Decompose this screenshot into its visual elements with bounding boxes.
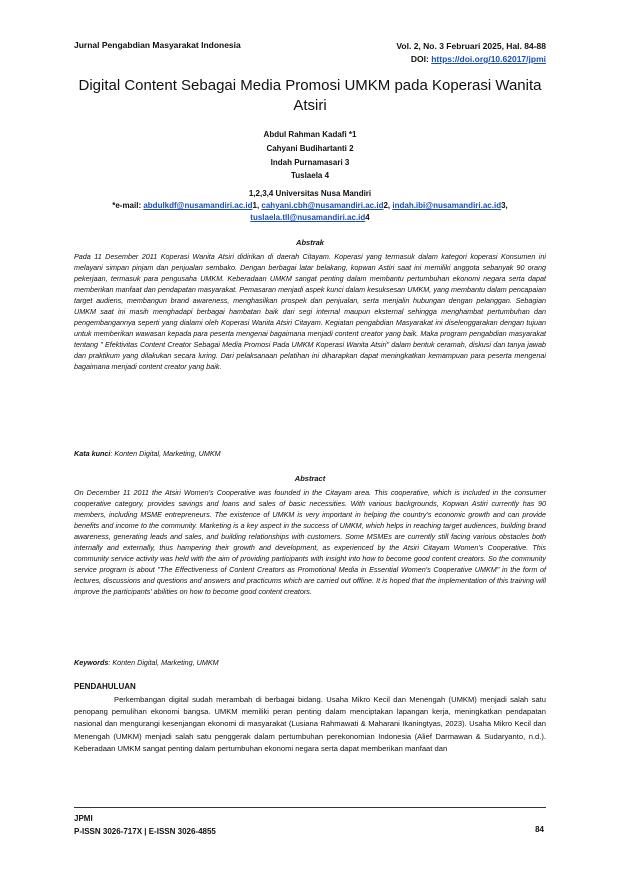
author-name: Indah Purnamasari 3	[270, 157, 350, 167]
author-name: Tuslaela 4	[290, 171, 330, 181]
email-sep: 4	[365, 213, 370, 222]
paper-title: Digital Content Sebagai Media Promosi UMKM pada Koperasi Wanita Atsiri	[78, 77, 542, 114]
abstrak-text: Pada 11 Desember 2011 Koperasi Wanita Atsiri didirikan di daerah Citayam. Koperasi yang termasuk dalam kategori koperasi Konsumen ini melayani simpan pinjam dan penjualan sembako. Dengan berbagai latar belakang, kopwan Astiri saat ini memiliki anggota sebanyak 90 orang pekerjaan, termasuk para pengusaha UMKM. Keberadaan UMKM sangat penting dalam membantu pertumbuhan ekonomi negara serta dapat memberikan manfaat dan pendapatan masyarakat. Pemasaran menjadi aspek kunci dalam kesuksesan UMKM, yang membantu dalam pencapaian target audiens, membangun brand awareness, menghasilkan prospek dan penjualan, serta menjalin hubungan dengan pelanggan. Sebagian UMKM saat ini masih menghadapi berbagai hambatan baik dari segi internal maupun eksternal sehingga menghambat pertumbuhan dan pengembangannya seperti yang dialami oleh Koperasi Wanita Atsiri Citayam. Kegiatan pengabdian Masyarakat ini diselenggarakan dengan tujuan untuk memberikan wawasan kepada para peserta mengenai bagaimana menjadi content creator yang baik. Maka program pengabdian masyarakat tentang " Efektivitas Content Creator Sebagai Media Promosi Pada UMKM Koperasi Wanita Atsiri" dalam bentuk ceramah, diskusi dan tanya jawab dan praktikum yang dilakukan secara luring. Dari pelaksanaan pelatihan ini diharapkan dapat meningkatkan kemampuan para peserta mengenai bagaimana menjadi content creator yang baik.	[74, 252, 546, 371]
email-line-2	[74, 212, 546, 224]
issue-info	[396, 40, 546, 66]
kata-kunci-values: : Konten Digital, Marketing, UMKM	[110, 449, 221, 458]
email-link-4[interactable]: tuslaela.tll@nusamandiri.ac.id	[250, 213, 366, 222]
kata-kunci	[74, 449, 546, 458]
email-link-3[interactable]: indah.ibi@nusamandiri.ac.id	[392, 201, 502, 210]
page-number: 84	[535, 825, 544, 834]
section-heading: PENDAHULUAN	[74, 682, 136, 691]
abstract-text: On December 11 2011 the Atsiri Women's Cooperative was founded in the Citayam area. This cooperative, which is included in the consumer cooperative category, provides savings and loans and sales of basic necessities. With various backgrounds, Kopwan Astiri currently has 90 members, including MSME entrepreneurs. The existence of UMKM is very important in helping the country's economic growth and can provide benefits and income to the community. Marketing is a key aspect in the success of UMKM, which helps in reaching target audiences, building brand awareness, generating leads and sales, and building relationships with customers. Some MSMEs are currently still facing various obstacles both internally and externally, thus hampering their growth and development, as experienced by the Atsiri Citayam Women's Cooperative. This community service activity was held with the aim of providing participants with insight into how to become good content creators. So the community service program is about "The Effectiveness of Content Creators as Promotional Media in Essential Women's Cooperative UMKM" in the form of lectures, discussions and questions and answers and practicums which are carried out offline. It is hoped that the implementation of this training will improve the participants' abilities on how to become good content creators.	[74, 488, 546, 596]
email-line	[74, 200, 546, 212]
affiliation	[74, 188, 546, 224]
doi-line	[396, 53, 546, 66]
introduction-text: Perkembangan digital sudah merambah di berbagai bidang. Usaha Mikro Kecil dan Menengah (UMKM) menjadi salah satu penopang pemulihan ekonomi bangsa. UMKM memiliki peran penting dalam menciptakan lapangan kerja, meningkatkan pendapatan nasional dan mengurangi kesenjangan ekonomi di masyarakat (Lusiana Rahmawati & Maharani Ikaningtyas, 2023). Usaha Mikro Kecil dan Menengah (UMKM) menjadi salah satu penggerak dalam pertumbuhan perekonomian Indonesia (Alief Darmawan & Sudaryanto, n.d.). Keberadaan UMKM sangat penting dalam pertumbuhan ekonomi negara serta dapat memberikan manfaat dan	[74, 695, 546, 753]
abstrak-section	[74, 238, 546, 372]
abstract-section	[74, 474, 546, 597]
author-name: Abdul Rahman Kadafi *1	[263, 130, 357, 139]
issue-volume: Vol. 2, No. 3 Februari 2025, Hal. 84-88	[396, 41, 546, 51]
keywords	[74, 658, 546, 667]
footer-divider	[74, 807, 546, 808]
kata-kunci-label: Kata kunci	[74, 449, 111, 458]
issn: P-ISSN 3026-717X | E-ISSN 3026-4855	[74, 827, 216, 836]
keywords-values: : Konten Digital, Marketing, UMKM	[108, 658, 219, 667]
email-sep: 3,	[501, 201, 508, 210]
keywords-label: Keywords	[74, 658, 109, 667]
institution: 1,2,3,4 Universitas Nusa Mandiri	[248, 189, 372, 198]
author-list	[74, 128, 546, 183]
doi-link[interactable]: https://doi.org/10.62017/jpmi	[431, 54, 546, 64]
email-sep: 1,	[252, 201, 262, 210]
journal-abbr: JPMI	[74, 814, 93, 823]
abstract-heading: Abstract	[294, 474, 326, 483]
author-name: Cahyani Budihartanti 2	[266, 143, 354, 153]
email-sep: 2,	[383, 201, 393, 210]
footer-info	[74, 812, 216, 838]
email-link-2[interactable]: cahyani.cbh@nusamandiri.ac.id	[261, 201, 384, 210]
abstrak-heading: Abstrak	[296, 238, 324, 247]
email-link-1[interactable]: abdulkdf@nusamandiri.ac.id	[143, 201, 253, 210]
email-label: *e-mail:	[112, 201, 144, 210]
doi-label: DOI:	[410, 54, 432, 64]
journal-name: Jurnal Pengabdian Masyarakat Indonesia	[74, 40, 241, 50]
